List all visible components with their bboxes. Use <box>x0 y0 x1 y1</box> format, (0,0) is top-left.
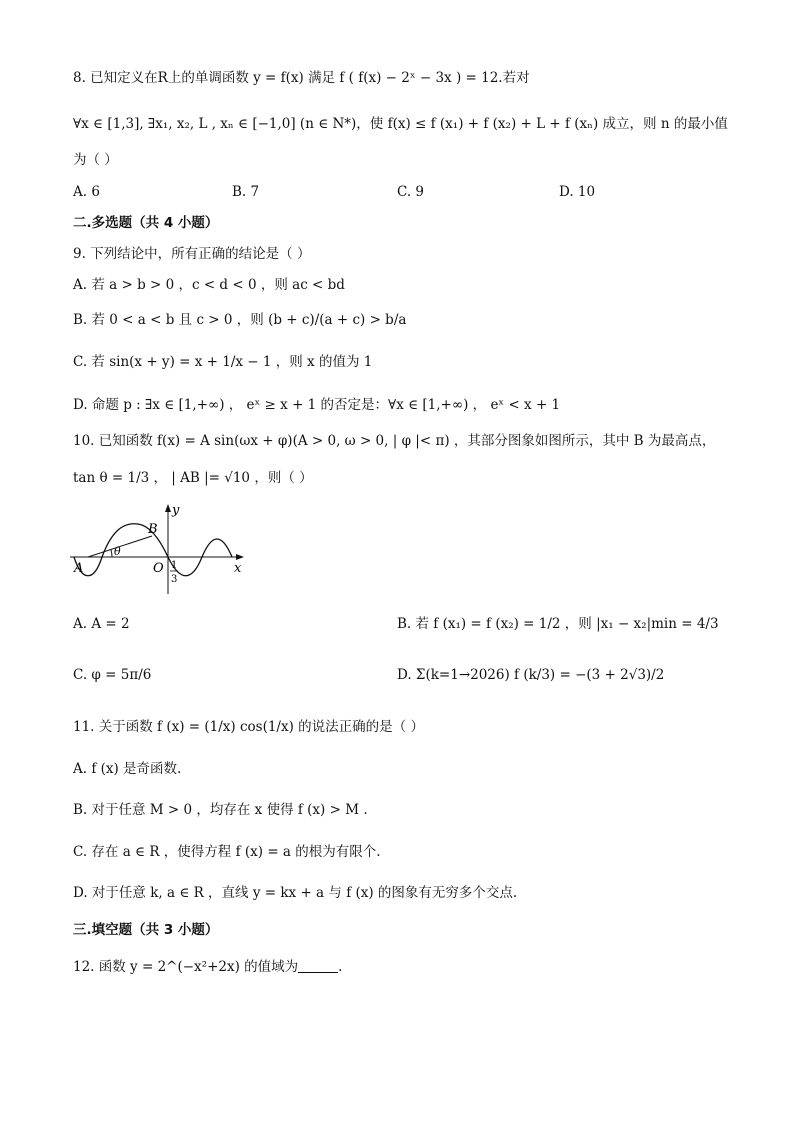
q10-line2: tan θ = 1/3 ， | AB |= √10 ，则（ ） <box>73 470 313 486</box>
q11-option-a: A. f (x) 是奇函数. <box>73 761 182 777</box>
q9-option-b: B. 若 0 < a < b 且 c > 0 ，则 (b + c)/(a + c) > b/a <box>73 312 407 328</box>
section3-title: 三.填空题（共 3 小题） <box>73 922 219 938</box>
y-axis-arrow <box>165 504 171 512</box>
q10-line1: 10. 已知函数 f(x) = A sin(ωx + φ)(A > 0, ω > 0, | φ |< π) ，其部分图象如图所示，其中 B 为最高点， <box>73 433 716 449</box>
q12-answer-blank <box>298 958 338 973</box>
x-axis-arrow <box>236 554 244 560</box>
q10-option-d: D. Σ(k=1→2026) f (k/3) = −(3 + 2√3)/2 <box>397 667 665 683</box>
q10-figure <box>68 500 258 595</box>
label-o: O <box>153 561 164 576</box>
q11-option-d: D. 对于任意 k, a ∈ R ，直线 y = kx + a 与 f (x) 的图象有无穷多个交点. <box>73 885 518 901</box>
q12-stem-end: . <box>338 959 343 975</box>
q8-option-c: C. 9 <box>397 184 425 200</box>
label-third-den: 3 <box>171 574 178 585</box>
label-y: y <box>172 503 180 518</box>
q8-option-b: B. 7 <box>232 184 260 200</box>
label-x: x <box>234 561 242 576</box>
q9-stem: 9. 下列结论中，所有正确的结论是（ ） <box>73 246 311 262</box>
q10-option-a: A. A = 2 <box>73 616 130 632</box>
q10-option-b: B. 若 f (x₁) = f (x₂) = 1/2 ，则 |x₁ − x₂|min = 4/3 <box>397 616 719 632</box>
label-third-num: 1 <box>171 560 178 571</box>
q8-option-d: D. 10 <box>559 184 596 200</box>
q8-option-a: A. 6 <box>73 184 100 200</box>
q8-line2: ∀x ∈ [1,3], ∃x₁, x₂, L , xₙ ∈ [−1,0] (n ∈ N*)，使 f(x) ≤ f (x₁) + f (x₂) + L + f (xₙ) 成立，则 n 的最小值 <box>73 116 728 132</box>
q9-option-d: D. 命题 p : ∃x ∈ [1,+∞) ， eˣ ≥ x + 1 的否定是：∀x ∈ [1,+∞) ， eˣ < x + 1 <box>73 397 561 413</box>
label-theta: θ <box>114 545 121 558</box>
q11-stem: 11. 关于函数 f (x) = (1/x) cos(1/x) 的说法正确的是（ ） <box>73 719 424 735</box>
q11-option-b: B. 对于任意 M > 0 ，均存在 x 使得 f (x) > M . <box>73 802 368 818</box>
section2-title: 二.多选题（共 4 小题） <box>73 215 219 231</box>
q12-stem <box>73 957 342 977</box>
theta-arc <box>111 550 112 557</box>
q10-option-c: C. φ = 5π/6 <box>73 667 152 683</box>
q9-option-a: A. 若 a > b > 0 ，c < d < 0 ，则 ac < bd <box>73 277 345 293</box>
label-a: A <box>74 561 84 576</box>
label-b: B <box>148 522 158 537</box>
q8-line1: 8. 已知定义在R上的单调函数 y = f(x) 满足 f ( f(x) − 2ˣ − 3x ) = 12.若对 <box>73 70 530 86</box>
q9-option-c: C. 若 sin(x + y) = x + 1/x − 1 ，则 x 的值为 1 <box>73 354 373 370</box>
q12-stem-text: 12. 函数 y = 2^(−x²+2x) 的值域为 <box>73 959 299 975</box>
q8-line3: 为（ ） <box>73 152 118 168</box>
q11-option-c: C. 存在 a ∈ R ，使得方程 f (x) = a 的根为有限个. <box>73 844 381 860</box>
